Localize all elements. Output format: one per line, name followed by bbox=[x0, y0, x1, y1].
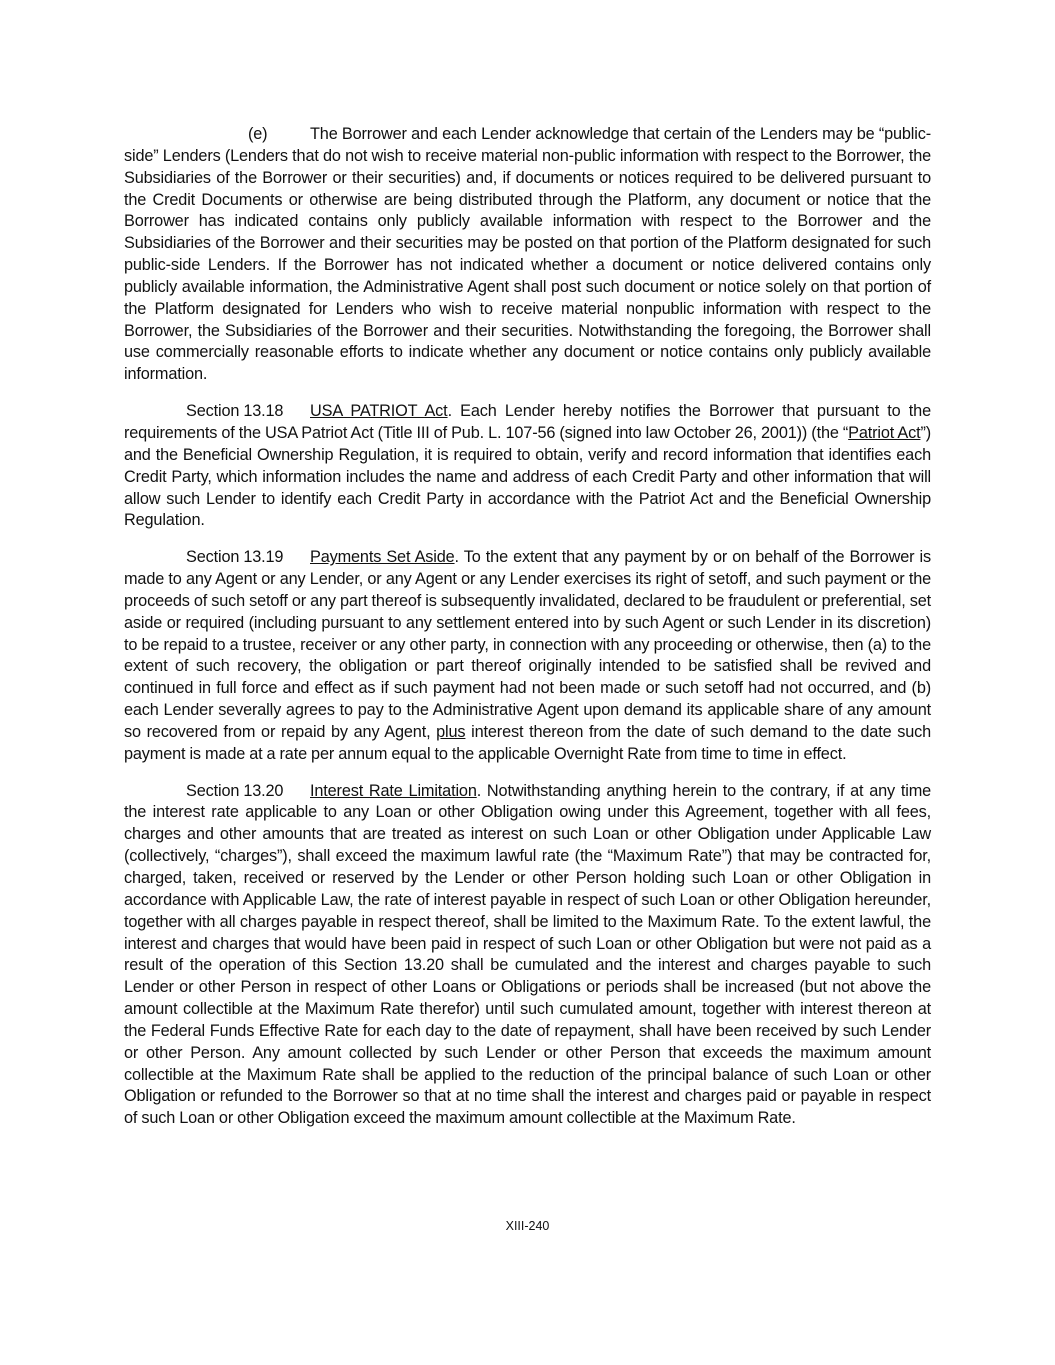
section-text: . Notwithstanding anything herein to the contrary, if at any time the interest rate applicable to any Loan or other Obligation owing under this Agreement, together with all fees, charges and other amounts that are treated as interest on such Loan or other Obligation under Applicable Law (collectively, “charges”), shall exceed the maximum lawful rate (the “Maximum Rate”) that may be contracted for, charged, taken, received or reserved by the Lender or other Person holding such Loan or other Obligation in accordance with Applicable Law, the rate of interest payable in respect of such Loan or other Obligation hereunder, together with all charges payable in respect thereof, shall be limited to the Maximum Rate. To the extent lawful, the interest and charges that would have been paid in respect of such Loan or other Obligation but were not paid as a result of the operation of this Section 13.20 shall be cumulated and the interest and charges payable to such Lender or other Person in respect of other Loans or Obligations or periods shall be increased (but not above the amount collectible at the Maximum Rate therefor) until such cumulated amount, together with interest thereon at the Federal Funds Effective Rate for each day to the date of repayment, shall have been received by such Lender or other Person. Any amount collected by such Lender or other Person that exceeds the maximum amount collectible at the Maximum Rate shall be applied to the reduction of the principal balance of such Loan or other Obligation or refunded to the Borrower so that at no time shall the interest and charges paid or payable in respect of such Loan or other Obligation exceed the maximum amount collectible at the Maximum Rate. bbox=[124, 781, 932, 1128]
section-number: Section 13.20 bbox=[186, 781, 284, 800]
section-number: Section 13.18 bbox=[186, 402, 284, 421]
paragraph-e-text: The Borrower and each Lender acknowledge that certain of the Lenders may be “public-side” Lenders (Lenders that do not wish to receive material non-public information with respect to the Borrower, the Subsidiaries of the Borrower or their securities) and, if documents or notices required to be delivered pursuant to the Credit Documents or otherwise are being distributed through the Platform, any document or notice that the Borrower has indicated contains only publicly available information with respect to the Borrower and the Subsidiaries of the Borrower and their securities may be posted on that portion of the Platform designated for such public-side Lenders. If the Borrower has not indicated whether a document or notice delivered contains only publicly available information, the Administrative Agent shall post such document or notice solely on that portion of the Platform designated for Lenders who wish to receive material nonpublic information with respect to the Borrower, the Subsidiaries of the Borrower and their securities. Notwithstanding the foregoing, the Borrower shall use commercially reasonable efforts to indicate whether any document or notice contains only publicly available information. bbox=[124, 125, 931, 384]
section-text-continued: interest thereon from the date of such demand to the date such payment is made at a rate per annum equal to the applicable Overnight Rate from time to time in effect. bbox=[124, 722, 931, 763]
section-text-continued: ”) and the Beneficial Ownership Regulation, it is required to obtain, verify and record information that identifies each Credit Party, which information includes the name and address of each Credit Party and other information that will allow such Lender to identify each Credit Party in accordance with the Patriot Act and the Beneficial Ownership Regulation. bbox=[124, 423, 931, 530]
defined-term: Patriot Act bbox=[848, 423, 921, 442]
emphasis-term: plus bbox=[436, 722, 466, 741]
document-body bbox=[124, 124, 931, 1145]
section-13-18 bbox=[124, 401, 931, 532]
section-heading: Interest Rate Limitation bbox=[310, 781, 477, 800]
section-heading: USA PATRIOT Act bbox=[310, 402, 448, 421]
paragraph-marker: (e) bbox=[248, 125, 268, 143]
section-heading: Payments Set Aside bbox=[310, 548, 455, 567]
section-13-20 bbox=[124, 781, 931, 1131]
section-13-19 bbox=[124, 547, 931, 765]
section-number: Section 13.19 bbox=[186, 548, 284, 567]
section-text: . To the extent that any payment by or on behalf of the Borrower is made to any Agent or any Lender, or any Agent or any Lender exercises its right of setoff, and such payment or the proceeds of such setoff or any part thereof is subsequently invalidated, declared to be fraudulent or preferential, set aside or required (including pursuant to any settlement entered into by such Agent or such Lender in its discretion) to be repaid to a trustee, receiver or any other party, in connection with any proceeding or otherwise, then (a) to the extent of such recovery, the obligation or part thereof originally intended to be satisfied shall be revived and continued in full force and effect as if such payment had not been made or such setoff had not occurred, and (b) each Lender severally agrees to pay to the Administrative Agent upon demand its applicable share of any amount so recovered from or repaid by any Agent, bbox=[124, 548, 932, 741]
paragraph-e bbox=[124, 124, 931, 386]
page-number: XIII-240 bbox=[505, 1219, 550, 1233]
section-text: . Each Lender hereby notifies the Borrower that pursuant to the requirements of the USA Patriot Act (Title III of Pub. L. 107-56 (signed into law October 26, 2001)) (the “ bbox=[124, 402, 931, 442]
